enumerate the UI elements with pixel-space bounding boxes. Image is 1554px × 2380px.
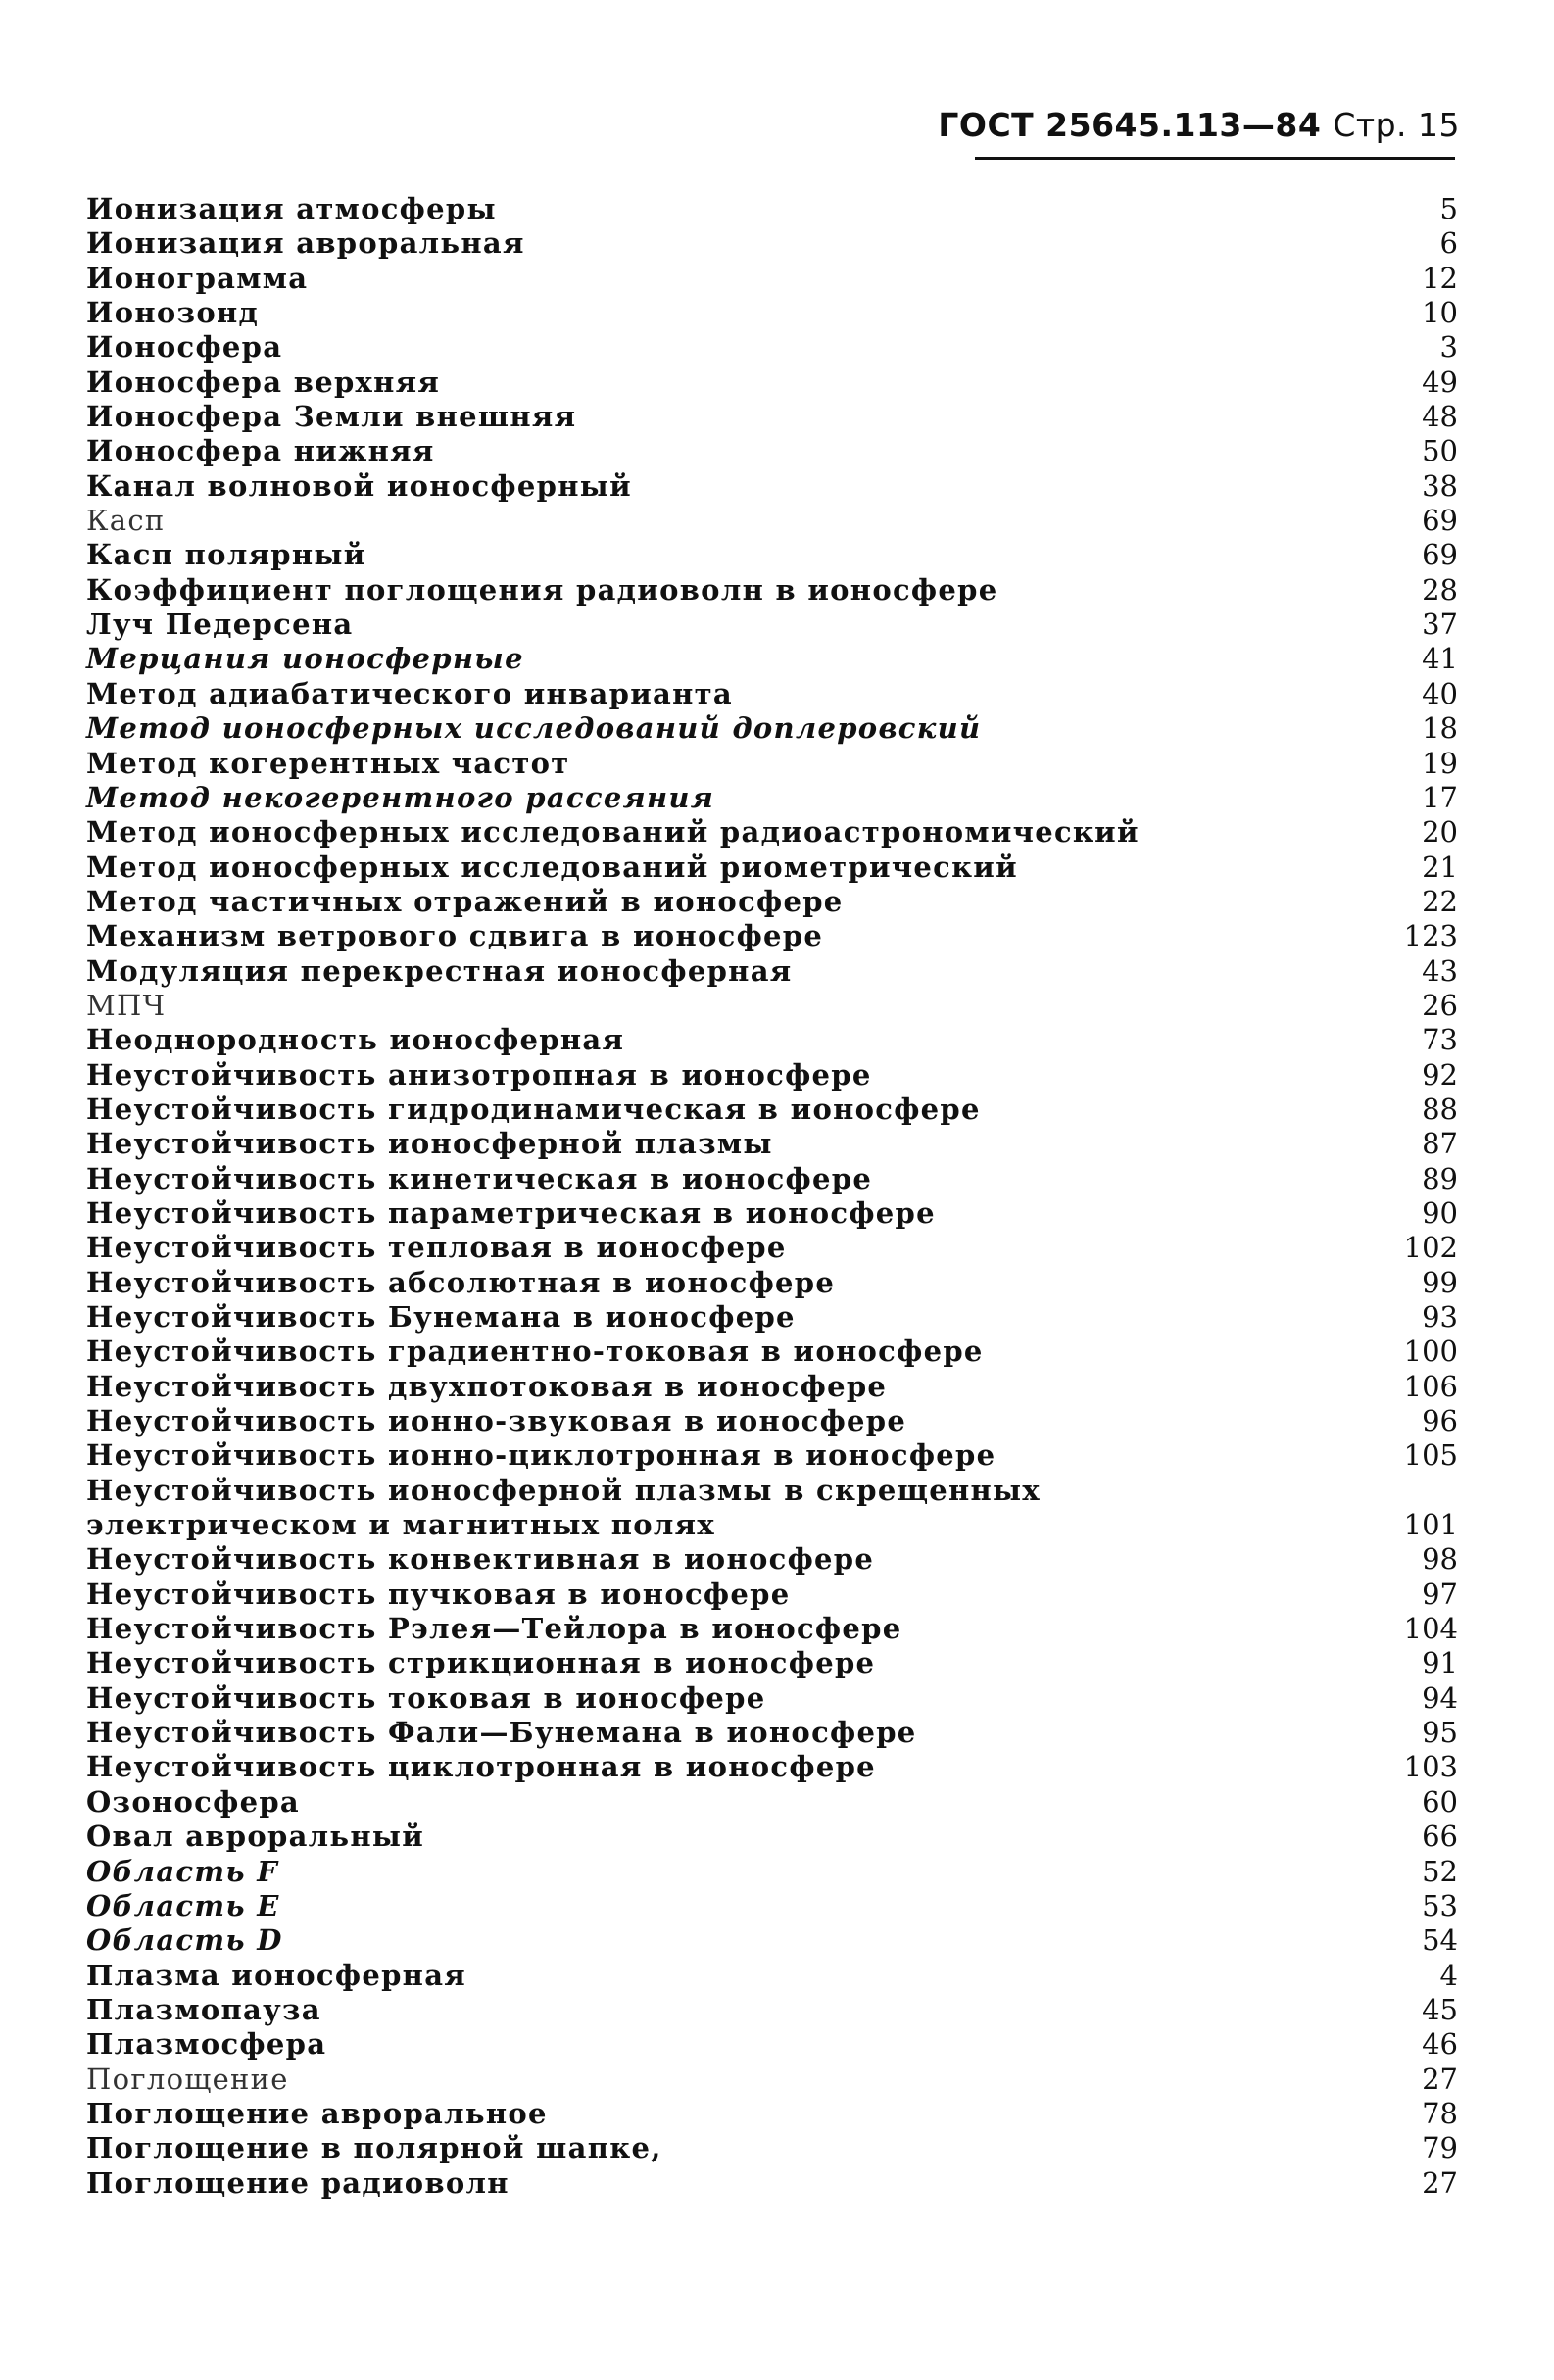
- index-page-number: 5: [1439, 192, 1458, 225]
- index-term: МПЧ: [86, 988, 167, 1022]
- index-entry: [86, 1959, 1458, 1993]
- index-entry: [86, 1438, 1458, 1473]
- index-entry: [86, 642, 1458, 676]
- index-term: Плазма ионосферная: [86, 1958, 467, 1992]
- index-page-number: 97: [1422, 1577, 1458, 1611]
- index-page-number: 89: [1422, 1161, 1458, 1195]
- index-page-number: 69: [1422, 504, 1458, 538]
- index-term: Ионосфера: [86, 330, 283, 364]
- index-term: Касп полярный: [86, 538, 366, 572]
- index-term: Неустойчивость ионно-звуковая в ионосфере: [86, 1404, 907, 1438]
- index-entry: [86, 1993, 1458, 2027]
- index-page-number: 22: [1422, 884, 1458, 918]
- index-term: Неустойчивость двухпотоковая в ионосфере: [86, 1369, 888, 1403]
- index-term: Неустойчивость гидродинамическая в ионосфере: [86, 1092, 981, 1126]
- index-term: Неустойчивость пучковая в ионосфере: [86, 1577, 791, 1611]
- index-term: Метод когерентных частот: [86, 746, 570, 780]
- index-term: Неустойчивость Бунемана в ионосфере: [86, 1300, 796, 1334]
- index-page-number: 40: [1422, 676, 1458, 710]
- index-page-number: 52: [1422, 1854, 1458, 1888]
- index-page-number: 103: [1403, 1750, 1458, 1784]
- index-term: Метод ионосферных исследований радиоастрономический: [86, 815, 1140, 850]
- index-page-number: 92: [1422, 1057, 1458, 1092]
- index-page-number: 99: [1422, 1265, 1458, 1299]
- index-entry: [86, 1578, 1458, 1612]
- index-entry: [86, 1923, 1458, 1958]
- index-entry: [86, 1474, 1458, 1543]
- index-entry: [86, 400, 1458, 434]
- index-page-number: 104: [1403, 1612, 1458, 1646]
- index-term: Неустойчивость анизотропная в ионосфере: [86, 1057, 872, 1092]
- index-page-number: 6: [1439, 226, 1458, 261]
- index-page-number: 79: [1422, 2131, 1458, 2165]
- index-entry: [86, 262, 1458, 296]
- index-term: Овал авроральный: [86, 1820, 425, 1854]
- index-term: Неустойчивость Фали—Бунемана в ионосфере: [86, 1716, 917, 1750]
- index-entry: [86, 1889, 1458, 1923]
- index-page-number: 41: [1422, 642, 1458, 676]
- index-term: Метод некогерентного рассеяния: [86, 780, 715, 814]
- index-term: Луч Педерсена: [86, 607, 354, 642]
- index-entry: [86, 1404, 1458, 1438]
- index-entry: [86, 1058, 1458, 1093]
- index-entry: [86, 954, 1458, 989]
- index-entry: [86, 747, 1458, 781]
- index-page-number: 46: [1422, 2027, 1458, 2062]
- index-term: Ионограмма: [86, 261, 309, 295]
- index-page-number: 21: [1422, 850, 1458, 884]
- index-term: Поглощение: [86, 2062, 289, 2096]
- index-entry: [86, 815, 1458, 850]
- index-page-number: 4: [1439, 1958, 1458, 1992]
- index-page-number: 12: [1422, 261, 1458, 295]
- index-entry: [86, 1716, 1458, 1750]
- index-entry: [86, 1093, 1458, 1127]
- index-entry: [86, 1196, 1458, 1231]
- index-term: Неустойчивость параметрическая в ионосфере: [86, 1195, 936, 1230]
- index-page-number: 78: [1422, 2096, 1458, 2130]
- index-term: Неустойчивость конвективная в ионосфере: [86, 1542, 875, 1577]
- index-page-number: 20: [1422, 815, 1458, 850]
- index-term: Неустойчивость Рэлея—Тейлора в ионосфере: [86, 1612, 902, 1646]
- index-entry: [86, 1612, 1458, 1646]
- index-entry: [86, 1542, 1458, 1577]
- index-term: Неустойчивость ионно-циклотронная в ионосфере: [86, 1438, 996, 1473]
- index-page-number: 54: [1422, 1923, 1458, 1958]
- index-term: Неустойчивость градиентно-токовая в ионосфере: [86, 1335, 984, 1369]
- index-term: Ионозонд: [86, 296, 260, 330]
- index-term: Неустойчивость абсолютная в ионосфере: [86, 1265, 836, 1299]
- index-page-number: 38: [1422, 468, 1458, 503]
- index-term: Мерцания ионосферные: [86, 642, 524, 676]
- index-entry: [86, 2027, 1458, 2062]
- index-entry: [86, 1681, 1458, 1716]
- index-term: Область D: [86, 1923, 283, 1958]
- index-term: Область F: [86, 1854, 279, 1888]
- index-page-number: 106: [1403, 1369, 1458, 1403]
- index-term: Озоносфера: [86, 1784, 301, 1819]
- index-page-number: 49: [1422, 364, 1458, 399]
- index-entry: [86, 1646, 1458, 1680]
- index-term: Неустойчивость стрикционная в ионосфере: [86, 1646, 876, 1680]
- index-page-number: 88: [1422, 1092, 1458, 1126]
- index-term: Поглощение авроральное: [86, 2096, 548, 2130]
- index-entry: [86, 504, 1458, 538]
- index-page-number: 100: [1403, 1335, 1458, 1369]
- index-entry: [86, 1750, 1458, 1784]
- index-page-number: 45: [1422, 1992, 1458, 2026]
- index-page-number: 73: [1422, 1023, 1458, 1057]
- index-term: Ионизация авроральная: [86, 226, 525, 261]
- index-entry: [86, 1370, 1458, 1404]
- index-term: Плазмопауза: [86, 1992, 321, 2026]
- index-term: Метод адиабатического инварианта: [86, 676, 733, 710]
- index-entry: [86, 434, 1458, 468]
- index-term: Ионосфера Земли внешняя: [86, 400, 577, 434]
- index-term: Поглощение радиоволн: [86, 2165, 510, 2200]
- index-entry: [86, 2097, 1458, 2131]
- index-page-number: 28: [1422, 572, 1458, 607]
- index-page-number: 101: [1403, 1508, 1458, 1542]
- index-page-number: 123: [1403, 919, 1458, 953]
- index-term: Метод ионосферных исследований доплеровский: [86, 711, 982, 746]
- index-page-number: 66: [1422, 1820, 1458, 1854]
- index-entry: [86, 469, 1458, 504]
- index-term: Метод частичных отражений в ионосфере: [86, 884, 844, 918]
- index-entry: [86, 1820, 1458, 1854]
- index-term: Ионосфера верхняя: [86, 364, 441, 399]
- index-page-number: 10: [1422, 296, 1458, 330]
- index-entry: [86, 885, 1458, 919]
- index-entry: [86, 1300, 1458, 1335]
- index-page-number: 26: [1422, 988, 1458, 1022]
- alphabetical-index: [86, 192, 1458, 2201]
- index-entry: [86, 1162, 1458, 1196]
- index-page-number: 87: [1422, 1127, 1458, 1161]
- index-term: Модуляция перекрестная ионосферная: [86, 953, 793, 988]
- index-term: Неоднородность ионосферная: [86, 1023, 625, 1057]
- page-number: Стр. 15: [1333, 106, 1460, 144]
- index-entry: [86, 677, 1458, 711]
- index-page-number: 93: [1422, 1300, 1458, 1334]
- index-term: Неустойчивость кинетическая в ионосфере: [86, 1161, 873, 1195]
- header-rule: [975, 157, 1455, 160]
- index-term: Неустойчивость циклотронная в ионосфере: [86, 1750, 876, 1784]
- index-term: Неустойчивость тепловая в ионосфере: [86, 1231, 787, 1265]
- index-page-number: 48: [1422, 400, 1458, 434]
- index-entry: [86, 538, 1458, 572]
- index-page-number: 43: [1422, 953, 1458, 988]
- index-term: Неустойчивость токовая в ионосфере: [86, 1680, 766, 1715]
- index-entry: [86, 296, 1458, 330]
- index-page-number: 94: [1422, 1680, 1458, 1715]
- page-header: [98, 106, 1460, 165]
- index-entry: [86, 919, 1458, 953]
- index-page-number: 53: [1422, 1888, 1458, 1922]
- index-term: Неустойчивость ионосферной плазмы: [86, 1127, 773, 1161]
- index-page-number: 96: [1422, 1404, 1458, 1438]
- index-entry: [86, 1266, 1458, 1300]
- index-entry: [86, 330, 1458, 364]
- index-page-number: 50: [1422, 434, 1458, 468]
- index-entry: [86, 711, 1458, 746]
- index-page-number: 91: [1422, 1646, 1458, 1680]
- index-entry: [86, 1335, 1458, 1369]
- index-term: Канал волновой ионосферный: [86, 468, 632, 503]
- index-entry: [86, 573, 1458, 607]
- index-entry: [86, 850, 1458, 885]
- index-entry: [86, 2131, 1458, 2165]
- index-page-number: 27: [1422, 2062, 1458, 2096]
- index-term: Область E: [86, 1888, 280, 1922]
- index-entry: [86, 192, 1458, 226]
- index-entry: [86, 607, 1458, 642]
- index-page-number: 95: [1422, 1716, 1458, 1750]
- index-entry: [86, 2166, 1458, 2201]
- index-page-number: 37: [1422, 607, 1458, 642]
- index-term: Плазмосфера: [86, 2027, 327, 2062]
- index-entry: [86, 989, 1458, 1023]
- index-page-number: 90: [1422, 1195, 1458, 1230]
- index-entry: [86, 781, 1458, 815]
- index-term: Ионосфера нижняя: [86, 434, 435, 468]
- index-term: Касп: [86, 504, 166, 538]
- index-page-number: 17: [1422, 780, 1458, 814]
- index-term: Механизм ветрового сдвига в ионосфере: [86, 919, 824, 953]
- index-term: Коэффициент поглощения радиоволн в ионосфере: [86, 572, 998, 607]
- index-page-number: 98: [1422, 1542, 1458, 1577]
- index-entry: [86, 1855, 1458, 1889]
- index-entry: [86, 365, 1458, 400]
- index-page-number: 27: [1422, 2165, 1458, 2200]
- index-entry: [86, 1231, 1458, 1265]
- index-page-number: 102: [1403, 1231, 1458, 1265]
- index-entry: [86, 1127, 1458, 1161]
- index-page-number: 19: [1422, 746, 1458, 780]
- index-term: Поглощение в полярной шапке,: [86, 2131, 662, 2165]
- index-entry: [86, 1785, 1458, 1820]
- index-page-number: 105: [1403, 1438, 1458, 1473]
- index-page-number: 18: [1422, 711, 1458, 746]
- document-code: ГОСТ 25645.113—84: [938, 106, 1322, 144]
- index-page-number: 69: [1422, 538, 1458, 572]
- index-entry: [86, 2063, 1458, 2097]
- index-entry: [86, 1023, 1458, 1057]
- index-term: Неустойчивость ионосферной плазмы в скрещенных электрическом и магнитных полях: [86, 1473, 1042, 1542]
- index-term: Ионизация атмосферы: [86, 192, 497, 225]
- index-page-number: 60: [1422, 1784, 1458, 1819]
- index-page-number: 3: [1439, 330, 1458, 364]
- index-term: Метод ионосферных исследований риометрический: [86, 850, 1018, 884]
- index-entry: [86, 226, 1458, 261]
